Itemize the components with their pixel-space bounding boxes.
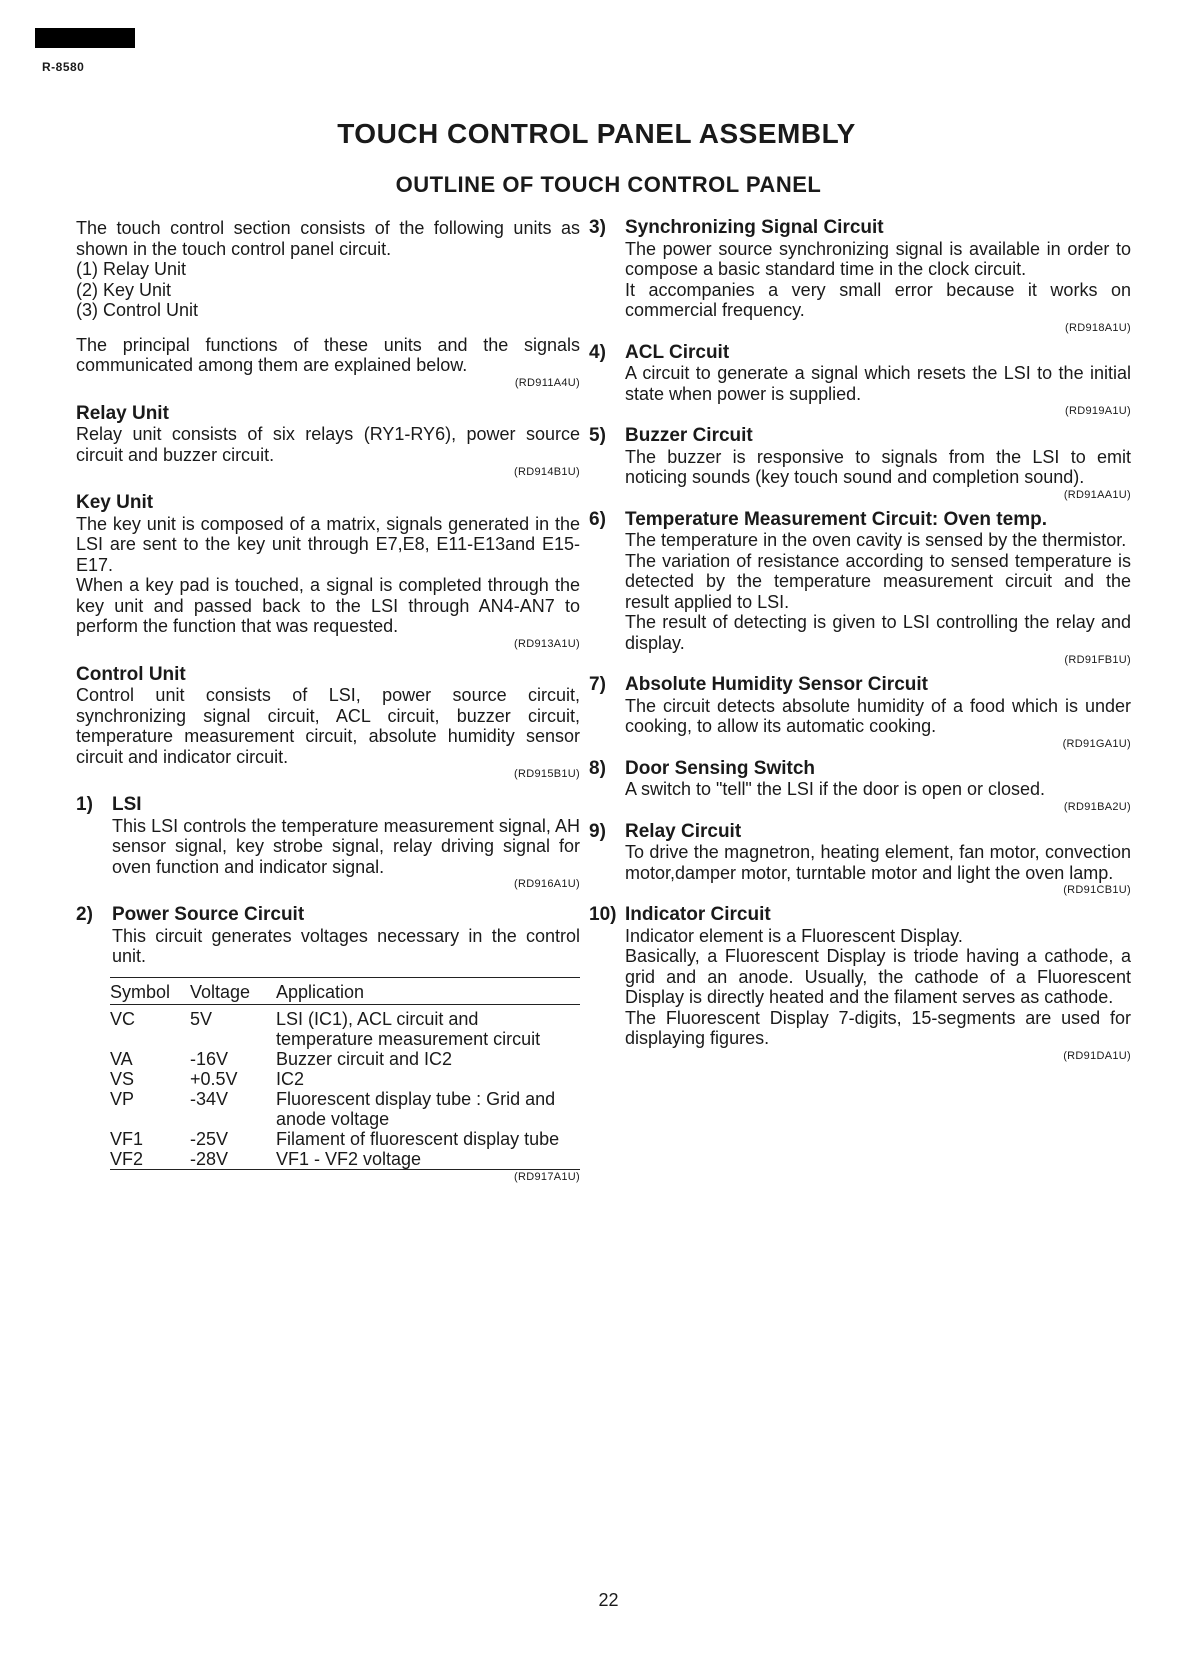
table-cell: 5V bbox=[190, 1008, 213, 1029]
sync-text: It accompanies a very small error because it works on commercial frequency. bbox=[625, 279, 1131, 320]
reference-code: (RD91DA1U) bbox=[1063, 1049, 1131, 1062]
section-number: 4) bbox=[589, 341, 606, 363]
black-tab-marker bbox=[35, 28, 135, 48]
lsi-heading: LSI bbox=[112, 794, 142, 815]
lsi-text: This LSI controls the temperature measurement signal, AH sensor signal, key strobe signal, relay driving signal for oven function and indicator signal. bbox=[112, 815, 580, 877]
reference-code: (RD91BA2U) bbox=[1063, 800, 1131, 813]
sync-heading: Synchronizing Signal Circuit bbox=[625, 217, 884, 238]
reference-code: (RD918A1U) bbox=[1065, 321, 1131, 334]
humidity-section bbox=[589, 675, 1131, 751]
table-cell: VF1 bbox=[110, 1128, 144, 1149]
control-unit-text: Control unit consists of LSI, power source circuit, synchronizing signal circuit, ACL circuit, buzzer circuit, temperature measurement circuit, absolute humidity sensor circuit and indicator circuit. bbox=[76, 685, 580, 767]
column-header: Symbol bbox=[110, 977, 190, 1004]
relay-unit-heading: Relay Unit bbox=[76, 402, 169, 424]
voltage-table-wrapper bbox=[110, 977, 580, 1184]
section-number: 6) bbox=[589, 508, 606, 530]
reference-code: (RD917A1U) bbox=[514, 1170, 580, 1183]
indicator-text: The Fluorescent Display 7-digits, 15-segments are used for displaying figures. bbox=[625, 1007, 1131, 1048]
power-text: This circuit generates voltages necessary in the control unit. bbox=[112, 925, 580, 966]
voltage-table bbox=[110, 977, 580, 1170]
door-section bbox=[589, 759, 1131, 814]
table-cell: Filament of fluorescent display tube bbox=[276, 1128, 560, 1149]
unit-list-item: (2) Key Unit bbox=[76, 279, 172, 300]
buzzer-text: The buzzer is responsive to signals from the LSI to emit noticing sounds (key touch sound and completion sound). bbox=[625, 446, 1131, 487]
sync-section bbox=[589, 218, 1131, 335]
door-text: A switch to "tell" the LSI if the door is open or closed. bbox=[625, 779, 1046, 799]
key-unit-text: When a key pad is touched, a signal is completed through the key unit and passed back to the LSI through AN4-AN7 to perform the function that was requested. bbox=[76, 575, 580, 636]
section-number: 8) bbox=[589, 757, 606, 779]
page-title: TOUCH CONTROL PANEL ASSEMBLY bbox=[337, 118, 856, 149]
indicator-section bbox=[589, 905, 1131, 1063]
table-row bbox=[110, 1149, 580, 1170]
model-number: R-8580 bbox=[42, 60, 85, 74]
table-cell: -25V bbox=[190, 1128, 229, 1149]
section-number: 7) bbox=[589, 674, 606, 695]
page-number: 22 bbox=[598, 1590, 619, 1610]
relay-circuit-heading: Relay Circuit bbox=[625, 820, 742, 842]
unit-list-item: (1) Relay Unit bbox=[76, 259, 187, 279]
table-cell: -16V bbox=[190, 1048, 229, 1069]
section-number: 9) bbox=[589, 820, 606, 842]
section-number: 3) bbox=[589, 217, 606, 238]
table-cell: VC bbox=[110, 1008, 136, 1029]
indicator-text: Basically, a Fluorescent Display is triode having a cathode, a grid and an anode. Usually, the cathode of a Fluorescent Display is directly heated and the filament serves as cathode. bbox=[625, 946, 1131, 1007]
reference-code: (RD911A4U) bbox=[514, 376, 580, 389]
temperature-text: The temperature in the oven cavity is sensed by the thermistor. bbox=[625, 530, 1127, 550]
reference-code: (RD913A1U) bbox=[514, 637, 580, 650]
column-header: Application bbox=[276, 977, 580, 1004]
power-section bbox=[76, 905, 580, 967]
left-column bbox=[76, 218, 580, 1184]
section-number: 5) bbox=[589, 425, 606, 446]
table-cell: VF2 bbox=[110, 1149, 190, 1170]
humidity-heading: Absolute Humidity Sensor Circuit bbox=[625, 674, 928, 695]
reference-code: (RD919A1U) bbox=[1065, 405, 1131, 417]
buzzer-section bbox=[589, 426, 1131, 502]
intro-paragraph: The touch control section consists of the following units as shown in the touch control panel circuit. bbox=[76, 218, 580, 259]
column-header: Voltage bbox=[190, 977, 276, 1004]
section-number: 10) bbox=[589, 904, 617, 925]
reference-code: (RD914B1U) bbox=[514, 466, 580, 478]
table-cell: VP bbox=[110, 1088, 135, 1109]
table-cell: LSI (IC1), ACL circuit and temperature measurement circuit bbox=[276, 1008, 541, 1049]
reference-code: (RD91GA1U) bbox=[1062, 737, 1131, 750]
reference-code: (RD916A1U) bbox=[514, 878, 580, 890]
table-cell: VF1 - VF2 voltage bbox=[276, 1149, 580, 1170]
table-cell: VA bbox=[110, 1048, 133, 1069]
acl-section bbox=[589, 343, 1131, 419]
temperature-section bbox=[589, 510, 1131, 668]
table-row bbox=[110, 1004, 580, 1049]
unit-list-item: (3) Control Unit bbox=[76, 300, 199, 320]
table-cell: Fluorescent display tube : Grid and anode voltage bbox=[276, 1088, 556, 1129]
table-cell: +0.5V bbox=[190, 1068, 238, 1089]
table-row bbox=[110, 1069, 580, 1089]
acl-text: A circuit to generate a signal which resets the LSI to the initial state when power is supplied. bbox=[625, 363, 1131, 404]
section-number: 1) bbox=[76, 794, 93, 815]
table-cell: VS bbox=[110, 1068, 135, 1089]
key-unit-heading: Key Unit bbox=[76, 492, 154, 513]
reference-code: (RD915B1U) bbox=[514, 768, 580, 780]
indicator-heading: Indicator Circuit bbox=[625, 904, 771, 925]
sync-text: The power source synchronizing signal is available in order to compose a basic standard time in the clock circuit. bbox=[625, 238, 1131, 279]
table-cell: Buzzer circuit and IC2 bbox=[276, 1048, 453, 1069]
door-heading: Door Sensing Switch bbox=[625, 757, 816, 779]
table-cell: -34V bbox=[190, 1088, 229, 1109]
relay-circuit-section bbox=[589, 822, 1131, 898]
temperature-heading: Temperature Measurement Circuit: Oven temp. bbox=[625, 508, 1047, 530]
table-row bbox=[110, 1049, 580, 1069]
key-unit-text: The key unit is composed of a matrix, signals generated in the LSI are sent to the key unit through E7,E8, E11-E13and E15-E17. bbox=[76, 513, 580, 575]
table-cell: IC2 bbox=[276, 1068, 305, 1089]
relay-unit-text: Relay unit consists of six relays (RY1-RY6), power source circuit and buzzer circuit. bbox=[76, 424, 580, 465]
humidity-text: The circuit detects absolute humidity of a food which is under cooking, to allow its automatic cooking. bbox=[625, 695, 1131, 736]
reference-code: (RD91FB1U) bbox=[1064, 654, 1131, 666]
relay-circuit-text: To drive the magnetron, heating element, fan motor, convection motor,damper motor, turntable motor and light the oven lamp. bbox=[625, 842, 1131, 883]
table-header-row bbox=[110, 977, 580, 1004]
table-row bbox=[110, 1129, 580, 1149]
reference-code: (RD91AA1U) bbox=[1063, 488, 1131, 501]
table-row bbox=[110, 1089, 580, 1129]
page-subtitle: OUTLINE OF TOUCH CONTROL PANEL bbox=[395, 172, 822, 197]
power-heading: Power Source Circuit bbox=[112, 904, 305, 925]
control-unit-heading: Control Unit bbox=[76, 663, 186, 685]
section-number: 2) bbox=[76, 904, 93, 925]
principal-paragraph: The principal functions of these units and the signals communicated among them are explained below. bbox=[76, 334, 580, 375]
indicator-text: Indicator element is a Fluorescent Display. bbox=[625, 925, 963, 946]
reference-code: (RD91CB1U) bbox=[1063, 884, 1131, 896]
lsi-section bbox=[76, 795, 580, 891]
acl-heading: ACL Circuit bbox=[625, 341, 730, 363]
table-cell: -28V bbox=[190, 1149, 276, 1170]
temperature-text: The variation of resistance according to sensed temperature is detected by the temperature measurement circuit and the result applied to LSI. bbox=[625, 550, 1131, 612]
temperature-text: The result of detecting is given to LSI controlling the relay and display. bbox=[625, 612, 1131, 653]
buzzer-heading: Buzzer Circuit bbox=[625, 425, 753, 446]
right-column bbox=[589, 217, 1131, 1063]
